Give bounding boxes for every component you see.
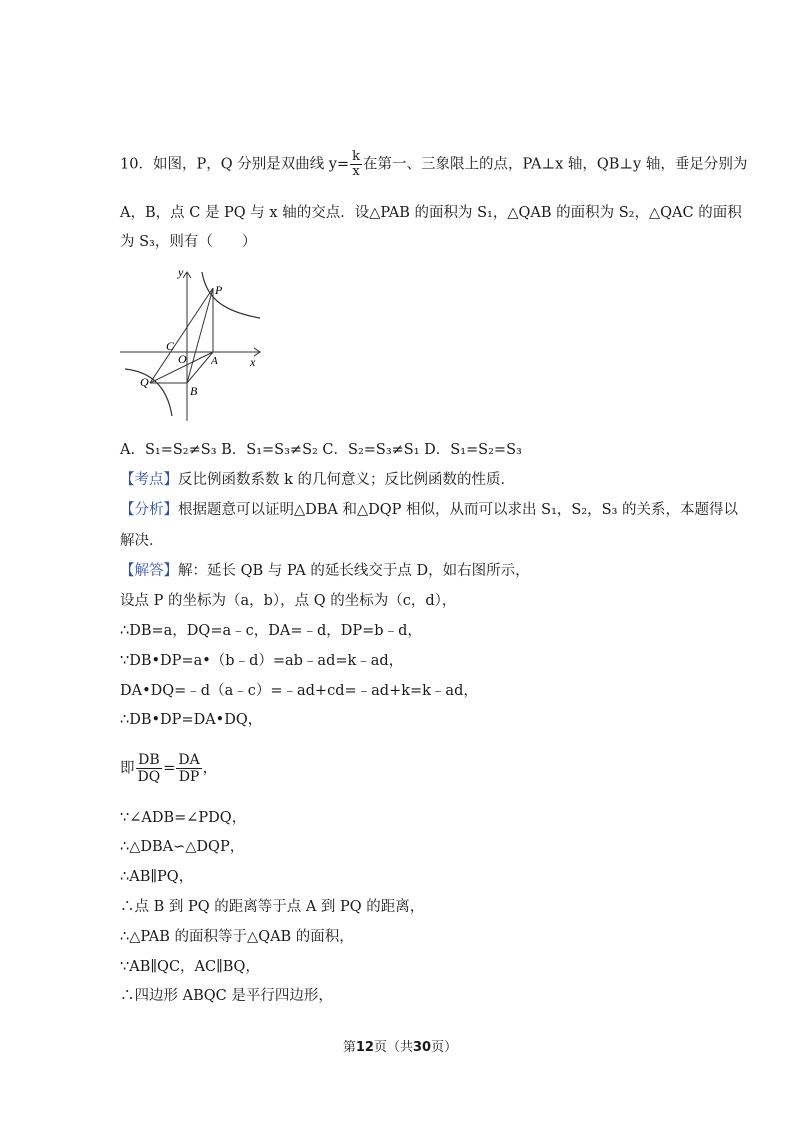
label-y: y [178,266,184,279]
footer-mid: 页（共 [373,1040,413,1055]
kaodian-tag: 【考点】 [120,472,178,488]
segment-PB [187,288,213,383]
question-text-prefix: 10．如图，P，Q 分别是双曲线 y= [120,156,350,173]
solution-step: ∵DB•DP=a•（b﹣d）=ab﹣ad=k﹣ad， [120,653,404,669]
fenxi-text: 根据题意可以证明△DBA 和△DQP 相似，从而可以求出 S₁，S₂，S₃ 的关系，本题得以 [178,502,738,518]
footer-post: 页） [431,1040,458,1055]
question-text-suffix: 在第一、三象限上的点，PA⊥x 轴，QB⊥y 轴，垂足分别为 [363,156,748,173]
jieda-line [120,561,530,581]
fraction-numerator: k [352,149,361,164]
jieda-text: 解：延长 QB 与 PA 的延长线交于点 D，如右图所示， [178,563,530,579]
hyperbola-figure [120,266,265,421]
footer-pre: 第 [342,1040,356,1055]
solution-step: 设点 P 的坐标为（a，b），点 Q 的坐标为（c，d）， [120,593,457,609]
fenxi-tag: 【分析】 [120,502,178,518]
label-P: P [215,283,223,297]
fraction-DB-over-DQ [136,752,163,785]
solution-step: ∴△DBA∽△DQP， [120,839,245,855]
solution-step: ∵AB∥QC，AC∥BQ， [120,959,260,975]
solution-step: ∴四边形 ABQC 是平行四边形， [120,988,333,1004]
page-footer [0,1036,800,1055]
question-line-2: A，B，点 C 是 PQ 与 x 轴的交点．设△PAB 的面积为 S₁，△QAB 的面积为 S₂，△QAC 的面积 [120,205,742,221]
solution-step: ∵∠ADB=∠PDQ， [120,810,247,826]
ratio-prefix: 即 [120,760,135,777]
ratio-suffix: ， [202,760,218,777]
question-line-1 [120,150,747,179]
fenxi-line [120,500,738,520]
kaodian-text: 反比例函数系数 k 的几何意义；反比例函数的性质． [178,472,516,488]
label-C: C [166,339,175,353]
ratio-equation [120,752,217,785]
segment-PQ [150,288,213,383]
question-line-3: 为 S₃，则有（ ） [120,234,257,250]
fraction-denominator: DQ [137,769,161,785]
page-number: 12 [355,1040,374,1055]
fraction-k-over-x [350,150,362,179]
label-O: O [178,352,187,366]
fraction-denominator: DP [178,769,200,785]
kaodian-line [120,470,515,490]
label-A: A [211,355,218,367]
solution-step: ∴DB=a，DQ=a﹣c，DA=﹣d，DP=b﹣d， [120,623,422,639]
fraction-DA-over-DP [176,752,201,785]
solution-step: ∴点 B 到 PQ 的距离等于点 A 到 PQ 的距离， [120,899,425,915]
answer-options: A．S₁=S₂≠S₃ B．S₁=S₃≠S₂ C．S₂=S₃≠S₁ D．S₁=S₂=S₃ [120,442,522,458]
solution-step: DA•DQ=﹣d（a﹣c）=﹣ad+cd=﹣ad+k=k﹣ad， [120,683,478,699]
fraction-numerator: DA [178,752,200,768]
jieda-tag: 【解答】 [120,563,178,579]
label-x: x [250,355,256,369]
solution-step: ∴AB∥PQ， [120,869,194,885]
fraction-denominator: x [352,164,360,179]
label-B: B [190,384,198,398]
fenxi-line-2: 解决． [120,533,164,549]
fraction-numerator: DB [136,752,163,769]
total-pages: 30 [413,1040,432,1055]
label-Q: Q [140,375,149,389]
equals-sign: = [163,760,176,777]
solution-step: ∴△PAB 的面积等于△QAB 的面积， [120,929,354,945]
solution-step: ∴DB•DP=DA•DQ， [120,712,263,728]
